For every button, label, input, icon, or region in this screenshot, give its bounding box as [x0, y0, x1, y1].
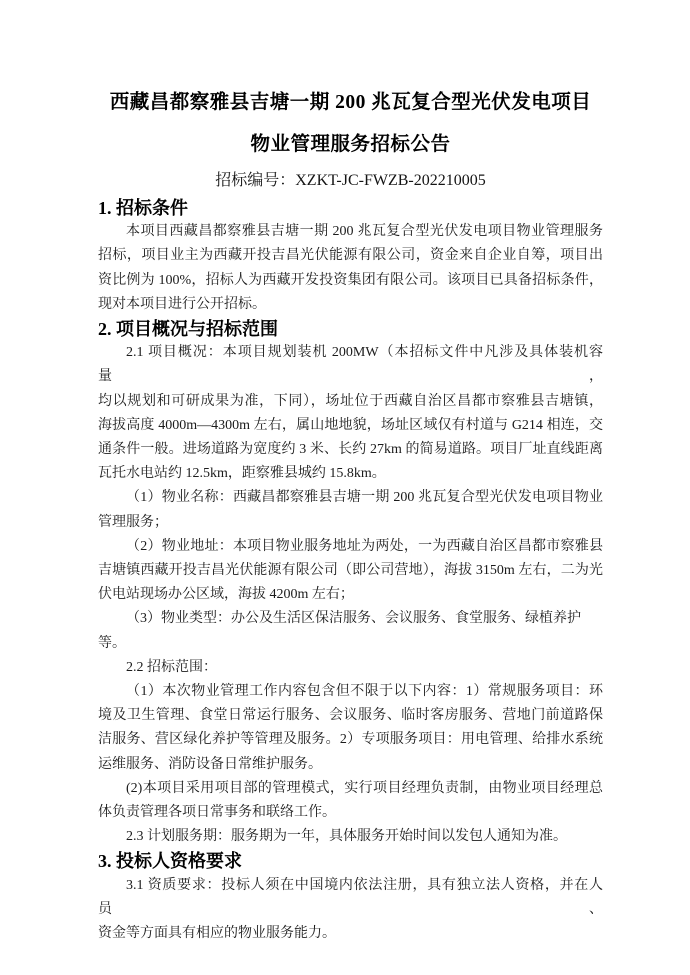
text-line: 本项目西藏昌都察雅县吉塘一期 200 兆瓦复合型光伏发电项目物业管理服务: [126, 224, 603, 240]
text-line: (2)本项目采用项目部的管理模式，实行项目经理负责制，由物业项目经理总: [126, 780, 603, 796]
text-line: 境及卫生管理、食堂日常运行服务、会议服务、临时客房服务、营地门前道路保: [98, 708, 603, 724]
text-line: （3）物业类型：办公及生活区保洁服务、会议服务、食堂服务、绿植养护等。: [98, 611, 581, 651]
text-line: 瓦托水电站约 12.5km，距察雅县城约 15.8km。: [98, 466, 386, 482]
document-title-line2: 物业管理服务招标公告: [250, 134, 451, 155]
text-line: 3.1 资质要求：投标人须在中国境内依法注册，具有独立法人资格，并在人员、: [98, 877, 603, 917]
text-line: 运维服务、消防设备日常维护服务。: [98, 756, 322, 772]
text-line: （2）物业地址：本项目物业服务地址为两处，一为西藏自治区昌都市察雅县: [126, 538, 603, 554]
document-title-line1: 西藏昌都察雅县吉塘一期 200 兆瓦复合型光伏发电项目: [109, 92, 592, 113]
text-line: 吉塘镇西藏开投吉昌光伏能源有限公司（即公司营地），海拔 3150m 左右，二为光: [98, 563, 603, 579]
text-line: 体负责管理各项日常事务和联络工作。: [98, 805, 336, 821]
text-line: 通条件一般。进场道路为宽度约 3 米、长约 27km 的简易道路。项目厂址直线距离: [98, 442, 603, 458]
text-line: （1）本次物业管理工作内容包含但不限于以下内容：1）常规服务项目：环: [126, 684, 603, 700]
text-line: 均以规划和可研成果为准，下同），场址位于西藏自治区昌都市察雅县吉塘镇，: [98, 393, 603, 409]
text-line: 招标，项目业主为西藏开投吉昌光伏能源有限公司，资金来自企业自筹，项目出: [98, 248, 603, 264]
text-line: 资金等方面具有相应的物业服务能力。: [98, 926, 336, 942]
text-line: 2.1 项目概况：本项目规划装机 200MW（本招标文件中凡涉及具体装机容量，: [98, 345, 603, 385]
text-line: 2.3 计划服务期：服务期为一年，具体服务开始时间以发包人通知为准。: [126, 829, 567, 845]
text-line: 资比例为 100%，招标人为西藏开发投资集团有限公司。该项目已具备招标条件，: [98, 272, 603, 288]
section-heading: 2. 项目概况与招标范围: [98, 319, 278, 340]
text-line: （1）物业名称：西藏昌都察雅县吉塘一期 200 兆瓦复合型光伏发电项目物业: [126, 490, 603, 506]
text-line: 伏电站现场办公区域，海拔 4200m 左右；: [98, 587, 354, 603]
section-heading: 1. 招标条件: [98, 198, 188, 218]
text-line: 2.2 招标范围：: [126, 659, 217, 675]
text-line: 海拔高度 4000m—4300m 左右，属山地地貌，场址区域仅有村道与 G214 相连，交: [98, 417, 603, 433]
text-line: 现对本项目进行公开招标。: [98, 296, 266, 312]
text-line: 洁服务、营区绿化养护等管理及服务。2）专项服务项目：用电管理、给排水系统: [98, 732, 603, 748]
section-heading: 3. 投标人资格要求: [98, 851, 242, 872]
document-body: [98, 196, 603, 946]
text-line: 管理服务；: [98, 514, 168, 530]
tender-number: 招标编号：XZKT-JC-FWZB-202210005: [215, 172, 486, 189]
document-content: [98, 0, 603, 946]
